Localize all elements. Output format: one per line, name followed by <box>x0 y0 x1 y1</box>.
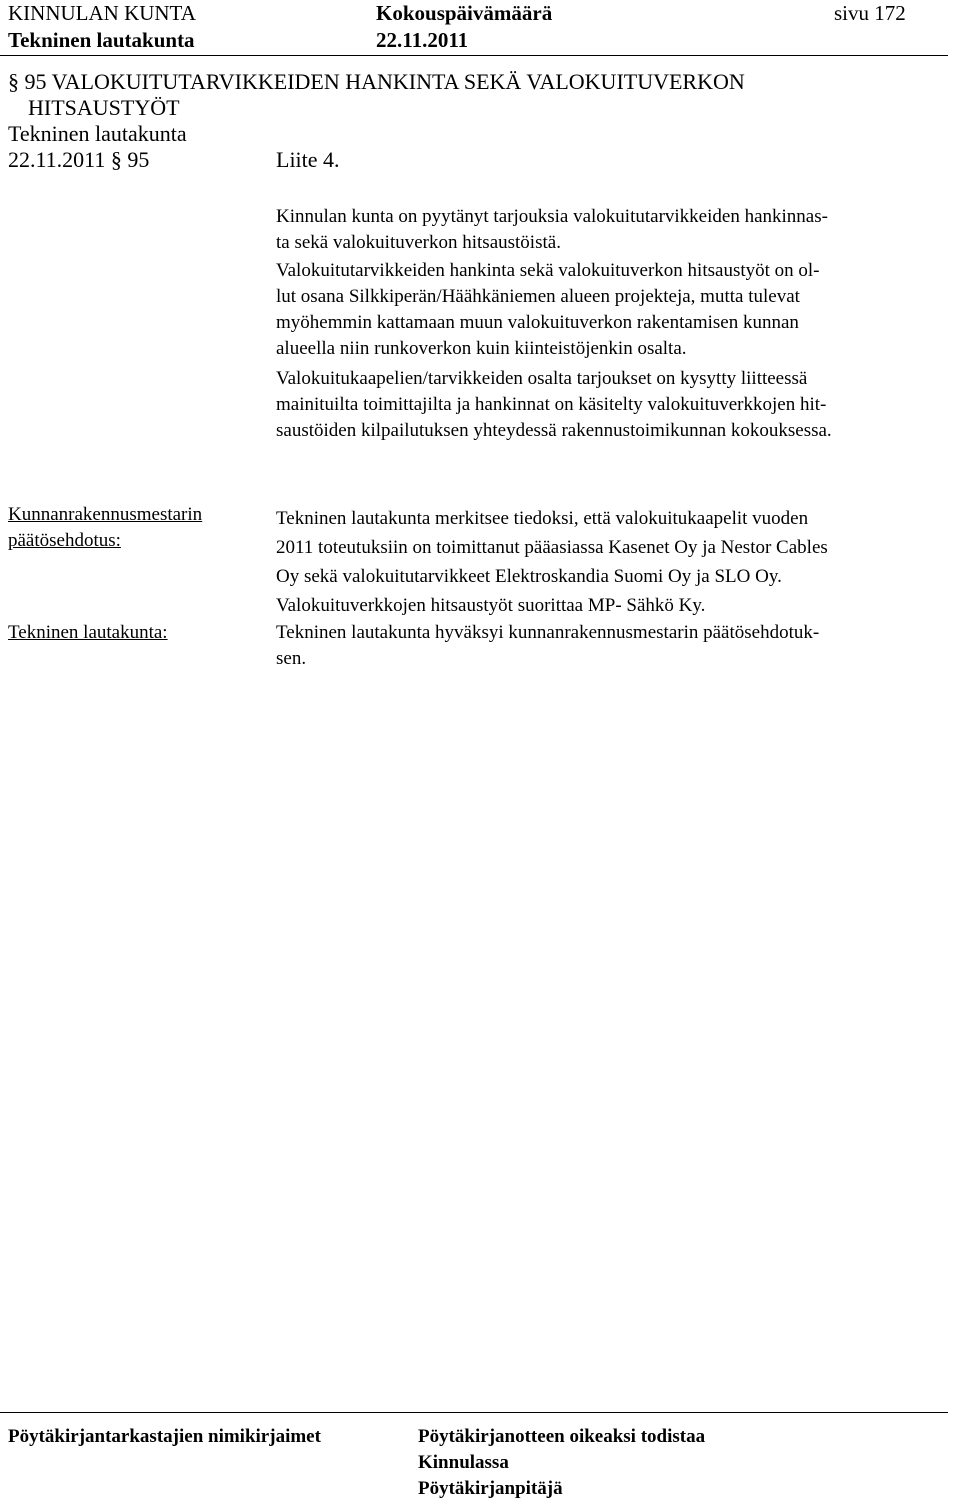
paragraph-line: lut osana Silkkiperän/Häähkäniemen alueen projekteja, mutta tulevat <box>276 286 800 307</box>
header-board: Tekninen lautakunta <box>8 28 195 52</box>
meeting-date-label: Kokouspäivämäärä <box>376 1 553 25</box>
page-number: sivu 172 <box>834 1 906 25</box>
paragraph-line: mainituilta toimittajilta ja hankinnat on käsitelty valokuituverkkojen hit- <box>276 394 827 415</box>
footer-place: Kinnulassa <box>418 1452 509 1473</box>
paragraph-2 <box>276 258 960 362</box>
header-date: 22.11.2011 <box>376 28 469 52</box>
decision-label: Tekninen lautakunta: <box>8 622 168 643</box>
paragraph-3 <box>276 366 960 444</box>
proposal-line: Valokuituverkkojen hitsaustyöt suorittaa MP- Sähkö Ky. <box>276 595 706 616</box>
footer-rule <box>0 1412 948 1413</box>
decision-text <box>276 620 960 672</box>
footer-secretary: Pöytäkirjanpitäjä <box>418 1478 563 1499</box>
paragraph-line: ta sekä valokuituverkon hitsaustöistä. <box>276 232 561 253</box>
proposal-line: 2011 toteutuksiin on toimittanut pääasiassa Kasenet Oy ja Nestor Cables <box>276 537 828 558</box>
paragraph-line: alueella niin runkoverkon kuin kiinteistöjenkin osalta. <box>276 338 687 359</box>
decision-line: sen. <box>276 648 307 669</box>
proposal-label-line2: päätösehdotus: <box>8 530 121 551</box>
proposal-line: Oy sekä valokuitutarvikkeet Elektroskandia Suomi Oy ja SLO Oy. <box>276 566 782 587</box>
footer-initials-label: Pöytäkirjantarkastajien nimikirjaimet <box>8 1426 321 1447</box>
proposal-text <box>276 504 960 620</box>
footer-certify-label: Pöytäkirjanotteen oikeaksi todistaa <box>418 1426 706 1447</box>
section-title-line2: HITSAUSTYÖT <box>28 95 180 120</box>
attachment-ref: Liite 4. <box>276 147 340 172</box>
municipality-name: KINNULAN KUNTA <box>8 1 196 25</box>
section-board: Tekninen lautakunta <box>8 121 187 146</box>
paragraph-line: Valokuitukaapelien/tarvikkeiden osalta tarjoukset on kysytty liitteessä <box>276 368 808 389</box>
section-title-line1: § 95 VALOKUITUTARVIKKEIDEN HANKINTA SEKÄ VALOKUITUVERKON <box>8 69 745 94</box>
proposal-label-line1: Kunnanrakennusmestarin <box>8 504 203 525</box>
paragraph-1 <box>276 204 960 256</box>
header-rule <box>0 55 948 56</box>
paragraph-line: myöhemmin kattamaan muun valokuituverkon rakentamisen kunnan <box>276 312 799 333</box>
proposal-line: Tekninen lautakunta merkitsee tiedoksi, että valokuitukaapelit vuoden <box>276 508 809 529</box>
paragraph-line: Valokuitutarvikkeiden hankinta sekä valokuituverkon hitsaustyöt on ol- <box>276 260 820 281</box>
decision-line: Tekninen lautakunta hyväksyi kunnanrakennusmestarin päätösehdotuk- <box>276 622 820 643</box>
paragraph-line: Kinnulan kunta on pyytänyt tarjouksia valokuitutarvikkeiden hankinnas- <box>276 206 828 227</box>
section-ref: 22.11.2011 § 95 <box>8 147 150 172</box>
paragraph-line: saustöiden kilpailutuksen yhteydessä rakennustoimikunnan kokouksessa. <box>276 420 832 441</box>
